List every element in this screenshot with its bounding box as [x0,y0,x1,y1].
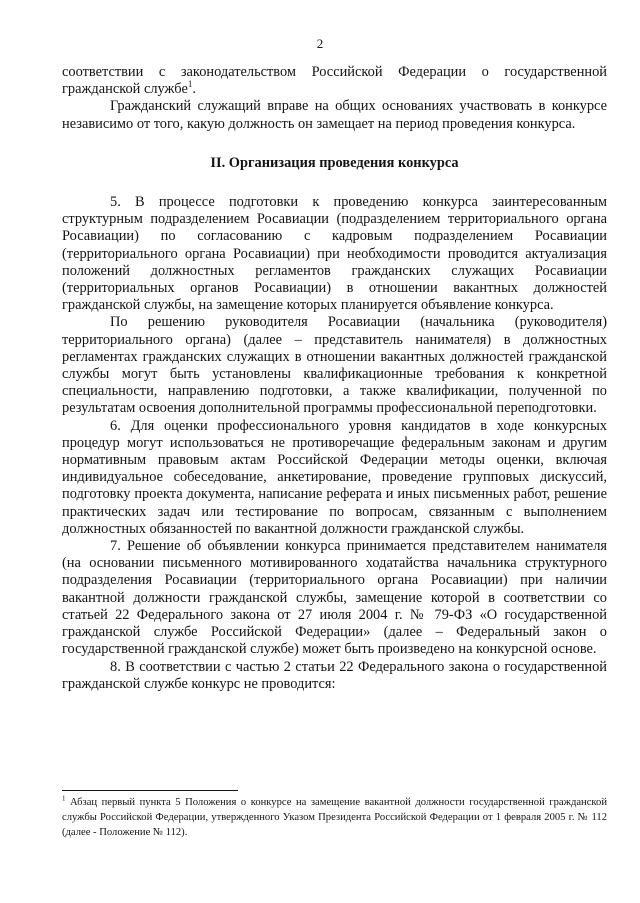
footnote-area [62,790,607,841]
footnote [62,795,607,841]
paragraph-6: 6. Для оценки профессионального уровня кандидатов в ходе конкурсных процедур могут использоваться не противоречащие федеральным законам и другим нормативным правовым актам Российской Федерации методы оценки, включая индивидуальное собеседование, анкетирование, проведение групповых дискуссий, подготовку проекта документа, написание реферата и иных письменных работ, решение практических задач или тестирование по вопросам, связанным с выполнением должностных обязанностей по вакантной должности гражданской службы. [62,417,607,537]
paragraph-5-second: По решению руководителя Росавиации (начальника (руководителя) территориального органа) (далее – представитель нанимателя) в должностных регламентах гражданских служащих в отношении вакантных должностей гражданской службы могут быть установлены квалификационные требования к конкретной специальности, направлению подготовки, а также квалификации, полученной по результатам освоения дополнительной программы профессиональной переподготовки. [62,314,607,417]
paragraph-8: 8. В соответствии с частью 2 статьи 22 Федерального закона о государственной гражданской службе конкурс не проводится: [62,658,607,692]
paragraph-continuation [62,64,607,98]
footnote-mark: 1 [62,794,66,803]
footnote-text: Абзац первый пункта 5 Положения о конкурсе на замещение вакантной должности государственной гражданской службы Российской Федерации, утвержденного Указом Президента Российской Федерации от 1 февраля 2005 г. № 112 (далее - Положение № 112). [62,797,607,839]
page-number: 2 [316,36,324,51]
section-heading: II. Организация проведения конкурса [210,154,459,171]
paragraph-7: 7. Решение об объявлении конкурса принимается представителем нанимателя (на основании письменного мотивированного ходатайства начальника структурного подразделения Росавиации (территориального органа Росавиации) при наличии вакантной должности гражданской службы, замещение которой в соответствии со статьей 22 Федерального закона от 27 июля 2004 г. № 79-ФЗ «О государственной гражданской службе Российской Федерации» (далее – Федеральный закон о государственной гражданской службе) может быть произведено на конкурсной основе. [62,538,607,658]
paragraph-continuation-end: . [192,81,196,98]
paragraph-civil-servant: Гражданский служащий вправе на общих основаниях участвовать в конкурсе независимо от того, какую должность он замещает на период проведения конкурса. [62,98,607,132]
paragraph-5: 5. В процессе подготовки к проведению конкурса заинтересованным структурным подразделением Росавиации (подразделением территориального органа Росавиации) по согласованию с кадровым подразделением Росавиации (территориального органа Росавиации) при необходимости проводится актуализация положений должностных регламентов гражданских служащих Росавиации (территориальных органов Росавиации) в отношении вакантных должностей гражданской службы, на замещение которых планируется объявление конкурса. [62,194,607,314]
document-body [62,64,607,693]
paragraph-continuation-text: соответствии с законодательством Российской Федерации о государственной гражданской службе [62,64,607,98]
footnote-reference: 1 [187,79,193,90]
footnote-separator [62,790,238,791]
